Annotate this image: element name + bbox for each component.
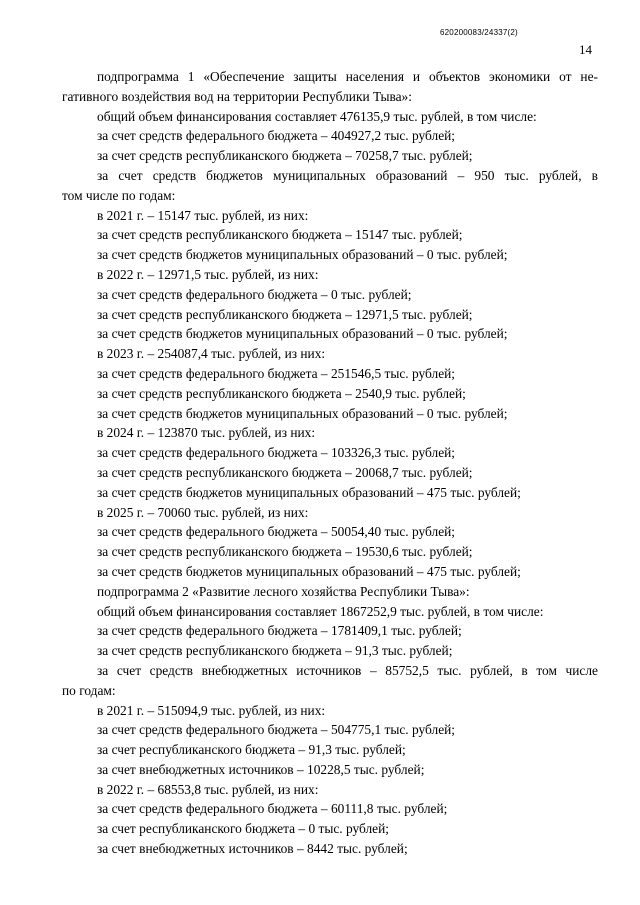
text-line: в 2021 г. – 515094,9 тыс. рублей, из них: — [97, 702, 326, 718]
document-registration-number: 620200083/24337(2) — [440, 28, 518, 37]
text-line: за счет средств республиканского бюджета – 70258,7 тыс. рублей; — [97, 148, 473, 164]
document-body — [62, 67, 598, 859]
text-line: в 2022 г. – 68553,8 тыс. рублей, из них: — [97, 781, 319, 797]
text-line: гативного воздействия вод на территории Республики Тыва»: — [62, 88, 412, 104]
text-line: за счет средств федерального бюджета – 504775,1 тыс. рублей; — [97, 722, 456, 738]
text-line: за счет средств республиканского бюджета – 91,3 тыс. рублей; — [97, 643, 453, 659]
text-line: подпрограмма 1 «Обеспечение защиты населения и объектов экономики от не- — [97, 69, 598, 84]
text-line: в 2022 г. – 12971,5 тыс. рублей, из них: — [97, 266, 319, 282]
text-line: за счет средств республиканского бюджета – 2540,9 тыс. рублей; — [97, 385, 466, 401]
text-line: за счет средств федерального бюджета – 251546,5 тыс. рублей; — [97, 365, 456, 381]
text-line: за счет средств бюджетов муниципальных образований – 0 тыс. рублей; — [97, 326, 508, 342]
text-line: за счет средств федерального бюджета – 103326,3 тыс. рублей; — [97, 445, 456, 461]
text-line: в 2021 г. – 15147 тыс. рублей, из них: — [97, 207, 309, 223]
text-line: за счет средств бюджетов муниципальных образований – 950 тыс. рублей, в — [97, 167, 598, 183]
text-line: за счет средств внебюджетных источников – 85752,5 тыс. рублей, в том числе — [97, 662, 598, 678]
text-line: в 2024 г. – 123870 тыс. рублей, из них: — [97, 425, 316, 441]
text-line: за счет средств федерального бюджета – 60111,8 тыс. рублей; — [97, 801, 448, 817]
text-line: том числе по годам: — [62, 187, 176, 203]
text-line: по годам: — [62, 682, 116, 698]
text-line: за счет средств бюджетов муниципальных образований – 0 тыс. рублей; — [97, 247, 508, 263]
text-line: за счет средств федерального бюджета – 1781409,1 тыс. рублей; — [97, 623, 462, 639]
text-line: подпрограмма 2 «Развитие лесного хозяйства Республики Тыва»: — [97, 583, 470, 599]
text-line: за счет внебюджетных источников – 8442 тыс. рублей; — [97, 841, 408, 857]
text-line: за счет внебюджетных источников – 10228,5 тыс. рублей; — [97, 761, 425, 777]
page-number: 14 — [579, 42, 592, 57]
text-line: за счет средств федерального бюджета – 0 тыс. рублей; — [97, 286, 412, 302]
text-line: за счет средств федерального бюджета – 50054,40 тыс. рублей; — [97, 524, 456, 540]
text-line: за счет средств республиканского бюджета – 19530,6 тыс. рублей; — [97, 544, 473, 560]
text-line: в 2025 г. – 70060 тыс. рублей, из них: — [97, 504, 309, 520]
text-line: за счет средств бюджетов муниципальных образований – 475 тыс. рублей; — [97, 563, 521, 579]
text-line: общий объем финансирования составляет 476135,9 тыс. рублей, в том числе: — [97, 108, 537, 124]
text-line: за счет республиканского бюджета – 91,3 тыс. рублей; — [97, 742, 406, 758]
text-line: за счет средств республиканского бюджета – 12971,5 тыс. рублей; — [97, 306, 473, 322]
text-line: за счет средств бюджетов муниципальных образований – 475 тыс. рублей; — [97, 484, 521, 500]
text-line: за счет средств федерального бюджета – 404927,2 тыс. рублей; — [97, 128, 456, 144]
text-line: за счет средств бюджетов муниципальных образований – 0 тыс. рублей; — [97, 405, 508, 421]
text-line: за счет средств республиканского бюджета – 20068,7 тыс. рублей; — [97, 464, 473, 480]
text-line: в 2023 г. – 254087,4 тыс. рублей, из них: — [97, 346, 326, 362]
text-line: за счет средств республиканского бюджета – 15147 тыс. рублей; — [97, 227, 463, 243]
text-line: за счет республиканского бюджета – 0 тыс. рублей; — [97, 821, 390, 837]
text-line: общий объем финансирования составляет 1867252,9 тыс. рублей, в том числе: — [97, 603, 544, 619]
